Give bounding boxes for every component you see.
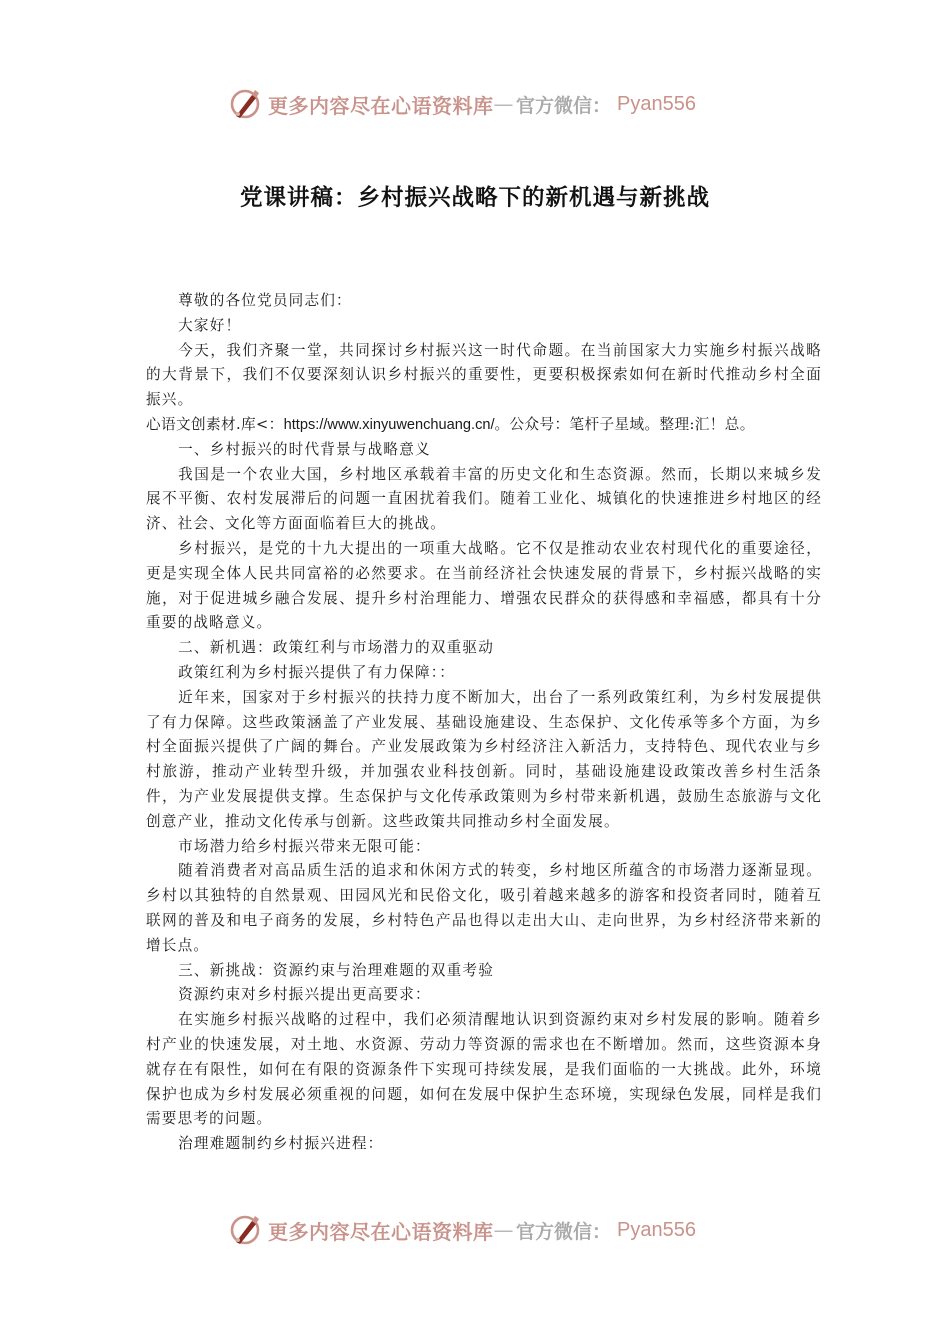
document-body — [146, 289, 822, 1157]
source-line — [146, 413, 822, 438]
banner-dash: — — [493, 1218, 514, 1242]
pen-logo-icon — [228, 1212, 264, 1248]
subheading: 市场潜力给乡村振兴带来无限可能： — [178, 837, 431, 855]
paragraph: 尊敬的各位党员同志们： — [178, 292, 352, 309]
paragraph: 大家好！ — [178, 316, 242, 334]
paragraph: 乡村振兴，是党的十九大提出的一项重大战略。它不仅是推动农业农村现代化的重要途径，更是实现全体人民共同富裕的必然要求。在当前经济社会快速发展的背景下，乡村振兴战略的实施，对于促进城乡融合发展、提升乡村治理能力、增强农民群众的获得感和幸福感，都具有十分重要的战略意义。 — [146, 539, 822, 632]
subheading: 治理难题制约乡村振兴进程： — [178, 1135, 384, 1153]
pen-logo-icon — [228, 86, 264, 122]
banner-dash: — — [493, 92, 514, 116]
section-heading: 二、新机遇：政策红利与市场潜力的双重驱动 — [178, 639, 494, 657]
source-prefix: 心语文创素材.库<： — [146, 415, 284, 433]
paragraph: 近年来，国家对于乡村振兴的扶持力度不断加大，出台了一系列政策红利，为乡村发展提供了有力保障。这些政策涵盖了产业发展、基础设施建设、生态保护、文化传承等多个方面，为乡村全面振兴提供了广阔的舞台。产业发展政策为乡村经济注入新活力，支持特色、现代农业与乡村旅游，推动产业转型升级，并加强农业科技创新。同时，基础设施建设政策改善乡村生活条件，为产业发展提供支撑。生态保护与文化传承政策则为乡村带来新机遇，鼓励生态旅游与文化创意产业，推动文化传承与创新。这些政策共同推动乡村全面发展。 — [146, 688, 822, 830]
banner-wechat-id: Pyan556 — [617, 1218, 696, 1241]
subheading: 资源约束对乡村振兴提出更高要求： — [178, 986, 431, 1004]
footer-banner — [228, 1210, 748, 1250]
section-heading: 一、乡村振兴的时代背景与战略意义 — [178, 440, 431, 458]
banner-text: 更多内容尽在心语资料库 — [268, 93, 494, 118]
banner-wechat-id: Pyan556 — [617, 92, 696, 115]
paragraph: 我国是一个农业大国，乡村地区承载着丰富的历史文化和生态资源。然而，长期以来城乡发展不平衡、农村发展滞后的问题一直困扰着我们。随着工业化、城镇化的快速推进乡村地区的经济、社会、文化等方面面临着巨大的挑战。 — [146, 465, 822, 533]
subheading: 政策红利为乡村振兴提供了有力保障：： — [178, 663, 456, 681]
banner-wechat-label: 官方微信： — [516, 94, 612, 117]
header-banner — [228, 84, 748, 124]
section-heading: 三、新挑战：资源约束与治理难题的双重考验 — [178, 961, 494, 979]
banner-text: 更多内容尽在心语资料库 — [268, 1219, 494, 1244]
source-suffix: 。公众号：笔杆子星域。整理:汇！总。 — [494, 415, 755, 433]
paragraph: 随着消费者对高品质生活的追求和休闲方式的转变，乡村地区所蕴含的市场潜力逐渐显现。乡村以其独特的自然景观、田园风光和民俗文化，吸引着越来越多的游客和投资者同时，随着互联网的普及和电子商务的发展，乡村特色产品也得以走出大山、走向世界，为乡村经济带来新的增长点。 — [146, 862, 822, 954]
source-url-link[interactable]: https://www.xinyuwenchuang.cn/ — [283, 416, 495, 433]
paragraph: 在实施乡村振兴战略的过程中，我们必须清醒地认识到资源约束对乡村发展的影响。随着乡村产业的快速发展，对土地、水资源、劳动力等资源的需求也在不断增加。然而，这些资源本身就存在有限性，如何在有限的资源条件下实现可持续发展，是我们面临的一大挑战。此外，环境保护也成为乡村发展必须重视的问题，如何在发展中保护生态环境，实现绿色发展，同样是我们需要思考的问题。 — [146, 1011, 822, 1128]
banner-wechat-label: 官方微信： — [516, 1220, 612, 1243]
document-title: 党课讲稿：乡村振兴战略下的新机遇与新挑战 — [239, 185, 710, 211]
paragraph: 今天，我们齐聚一堂，共同探讨乡村振兴这一时代命题。在当前国家大力实施乡村振兴战略的大背景下，我们不仅要深刻认识乡村振兴的重要性，更要积极探索如何在新时代推动乡村全面振兴。 — [146, 341, 822, 409]
